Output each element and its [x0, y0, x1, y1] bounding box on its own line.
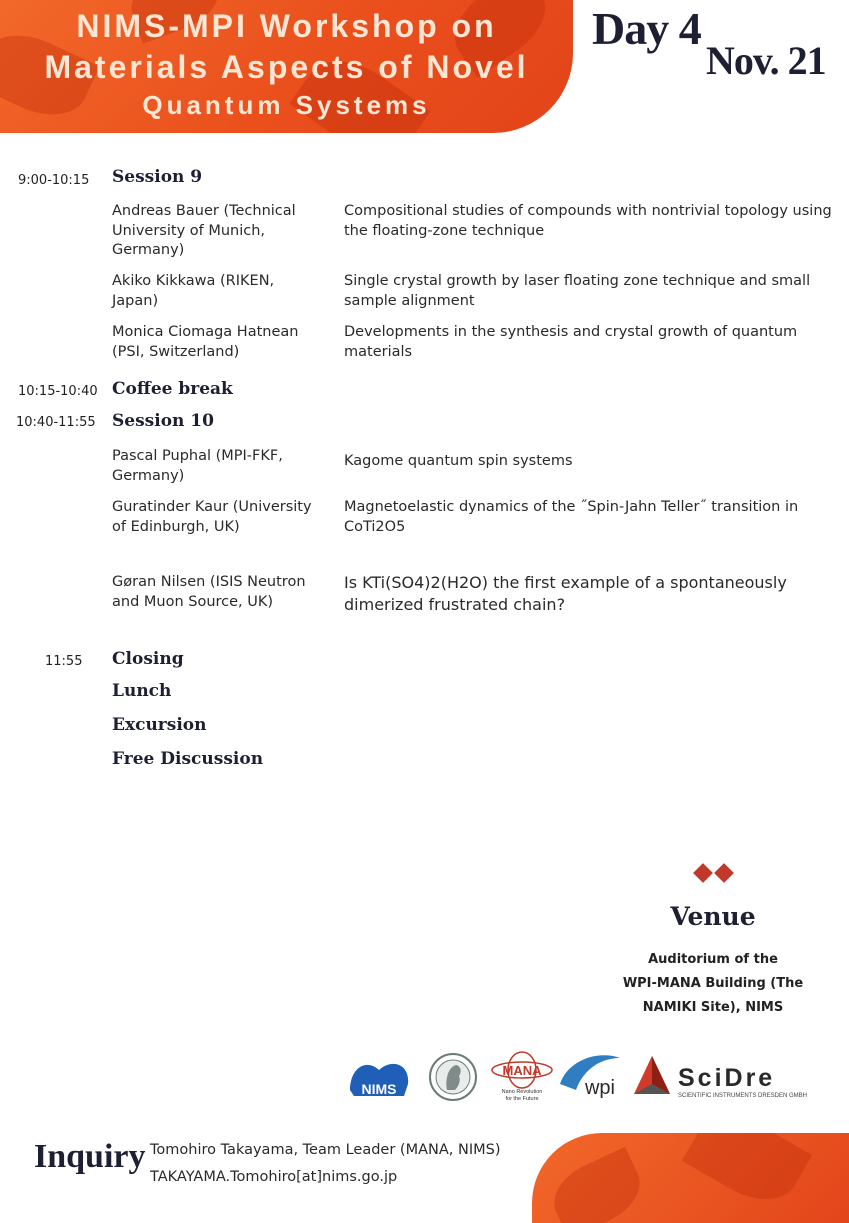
scidre-logo-subtitle: SCIENTIFIC INSTRUMENTS DRESDEN GMBH — [678, 1093, 808, 1099]
date-label: Nov. 21 — [706, 38, 826, 83]
inquiry-email[interactable]: TAKAYAMA.Tomohiro[at]nims.go.jp — [150, 1169, 398, 1185]
workshop-title — [0, 6, 573, 122]
wpi-logo — [558, 1050, 624, 1102]
scidre-logo — [634, 1054, 842, 1100]
mana-logo-text: MANA — [502, 1063, 542, 1078]
inquiry-label: Inquiry — [34, 1138, 146, 1175]
title-line-1: NIMS-MPI Workshop on — [76, 8, 497, 44]
talk-kikkawa: Single crystal growth by laser floating zone technique and small sample alignment — [344, 273, 811, 309]
max-planck-seal-icon — [428, 1052, 478, 1102]
talk-kaur: Magnetoelastic dynamics of the ˝Spin-Jahn Teller˝ transition in CoTi2O5 — [344, 499, 799, 535]
closing-time: 11:55 — [45, 654, 83, 669]
lunch-title: Lunch — [112, 681, 172, 701]
venue-address — [600, 948, 826, 1020]
speaker-nilsen: Gøran Nilsen (ISIS Neutron and Muon Source, UK) — [112, 574, 306, 610]
speaker-kaur: Guratinder Kaur (University of Edinburgh, UK) — [112, 499, 312, 535]
talk-puphal: Kagome quantum spin systems — [344, 453, 573, 469]
session-9-time: 9:00-10:15 — [18, 173, 90, 188]
nims-logo-text: NIMS — [361, 1081, 397, 1097]
nims-logo — [344, 1050, 414, 1100]
talk-nilsen: Is KTi(SO4)2(H2O) the first example of a spontaneously dimerized frustrated chain? — [344, 573, 787, 614]
diamond-ornament-icon — [693, 864, 737, 886]
session-10-time: 10:40-11:55 — [16, 415, 96, 430]
inquiry-contact: Tomohiro Takayama, Team Leader (MANA, NIMS) — [150, 1142, 501, 1158]
speaker-bauer: Andreas Bauer (Technical University of Munich, Germany) — [112, 203, 296, 258]
title-line-2: Materials Aspects of Novel — [44, 49, 529, 85]
header-banner — [0, 0, 573, 133]
venue-line-2: WPI-MANA Building (The — [622, 976, 804, 991]
venue-heading: Venue — [670, 902, 756, 931]
wpi-logo-text: wpi — [584, 1077, 616, 1099]
session-10-title: Session 10 — [112, 411, 214, 431]
speaker-kikkawa: Akiko Kikkawa (RIKEN, Japan) — [112, 273, 275, 309]
day-label: Day 4 — [592, 3, 701, 54]
coffee-break-title: Coffee break — [112, 379, 233, 399]
mana-tagline-2: for the Future — [505, 1096, 539, 1102]
talk-hatnean: Developments in the synthesis and crystal growth of quantum materials — [344, 324, 798, 360]
speaker-hatnean: Monica Ciomaga Hatnean (PSI, Switzerland) — [112, 324, 299, 360]
venue-line-3: NAMIKI Site), NIMS — [642, 1000, 784, 1015]
free-discussion-title: Free Discussion — [112, 749, 264, 769]
closing-title: Closing — [112, 649, 184, 669]
speaker-puphal: Pascal Puphal (MPI-FKF, Germany) — [112, 448, 283, 484]
scidre-logo-text: SciDre — [678, 1064, 776, 1092]
venue-line-1: Auditorium of the — [648, 952, 778, 967]
session-9-title: Session 9 — [112, 167, 203, 187]
coffee-break-time: 10:15-10:40 — [18, 384, 98, 399]
mana-logo — [490, 1050, 554, 1102]
talk-bauer: Compositional studies of compounds with nontrivial topology using the floating-zone technique — [344, 203, 832, 239]
mana-tagline-1: Nano Revolution — [501, 1089, 543, 1095]
title-line-3: Quantum Systems — [142, 90, 431, 120]
excursion-title: Excursion — [112, 715, 207, 735]
footer-decoration — [532, 1133, 849, 1223]
